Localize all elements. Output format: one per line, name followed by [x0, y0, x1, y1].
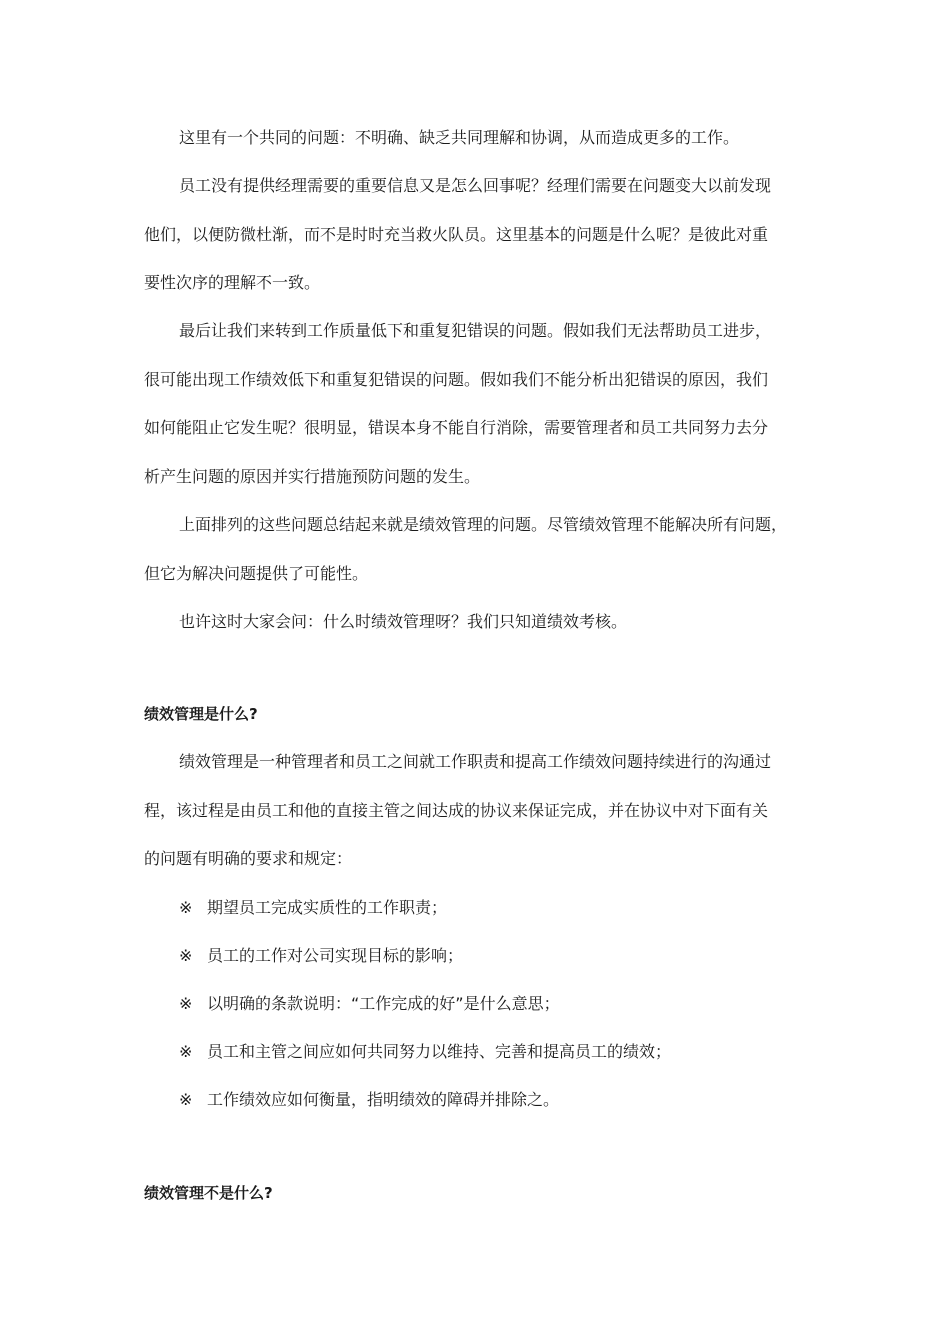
section-heading: 绩效管理不是什么? — [144, 1184, 273, 1202]
list-item — [179, 1088, 559, 1112]
section-heading: 绩效管理是什么? — [144, 705, 258, 723]
paragraph-line: 员工没有提供经理需要的重要信息又是怎么回事呢？经理们需要在问题变大以前发现 — [179, 176, 772, 195]
paragraph-line: 要性次序的理解不一致。 — [144, 273, 321, 292]
list-item-text: 期望员工完成实质性的工作职责； — [207, 898, 448, 917]
paragraph-line: 如何能阻止它发生呢？很明显，错误本身不能自行消除，需要管理者和员工共同努力去分 — [144, 418, 769, 437]
paragraph-line: 他们，以便防微杜渐，而不是时时充当救火队员。这里基本的问题是什么呢？是彼此对重 — [144, 225, 769, 244]
list-item-text: 员工和主管之间应如何共同努力以维持、完善和提高员工的绩效； — [207, 1042, 672, 1061]
bullet-icon: ※ — [179, 946, 193, 965]
bullet-icon: ※ — [179, 1090, 193, 1109]
list-item-text: 工作绩效应如何衡量，指明绩效的障碍并排除之。 — [207, 1090, 560, 1109]
paragraph-line: 析产生问题的原因并实行措施预防问题的发生。 — [144, 467, 481, 486]
paragraph-line: 程，该过程是由员工和他的直接主管之间达成的协议来保证完成，并在协议中对下面有关 — [144, 801, 769, 820]
bullet-icon: ※ — [179, 994, 193, 1013]
list-item-text: 员工的工作对公司实现目标的影响； — [207, 946, 464, 965]
list-item — [179, 1040, 671, 1064]
paragraph-line: 也许这时大家会问：什么时绩效管理呀？我们只知道绩效考核。 — [179, 612, 628, 631]
list-item — [179, 896, 447, 920]
paragraph-line: 很可能出现工作绩效低下和重复犯错误的问题。假如我们不能分析出犯错误的原因，我们 — [144, 370, 769, 389]
paragraph-line: 这里有一个共同的问题：不明确、缺乏共同理解和协调，从而造成更多的工作。 — [179, 128, 740, 147]
bullet-icon: ※ — [179, 898, 193, 917]
paragraph-line: 但它为解决问题提供了可能性。 — [144, 564, 369, 583]
paragraph-line: 最后让我们来转到工作质量低下和重复犯错误的问题。假如我们无法帮助员工进步， — [179, 321, 772, 340]
list-item-text: 以明确的条款说明：“工作完成的好”是什么意思； — [207, 994, 560, 1013]
bullet-icon: ※ — [179, 1042, 193, 1061]
paragraph-line: 上面排列的这些问题总结起来就是绩效管理的问题。尽管绩效管理不能解决所有问题， — [179, 515, 788, 534]
paragraph-line: 绩效管理是一种管理者和员工之间就工作职责和提高工作绩效问题持续进行的沟通过 — [179, 752, 772, 771]
paragraph-line: 的问题有明确的要求和规定： — [144, 849, 353, 868]
list-item — [179, 992, 560, 1016]
list-item — [179, 944, 463, 968]
